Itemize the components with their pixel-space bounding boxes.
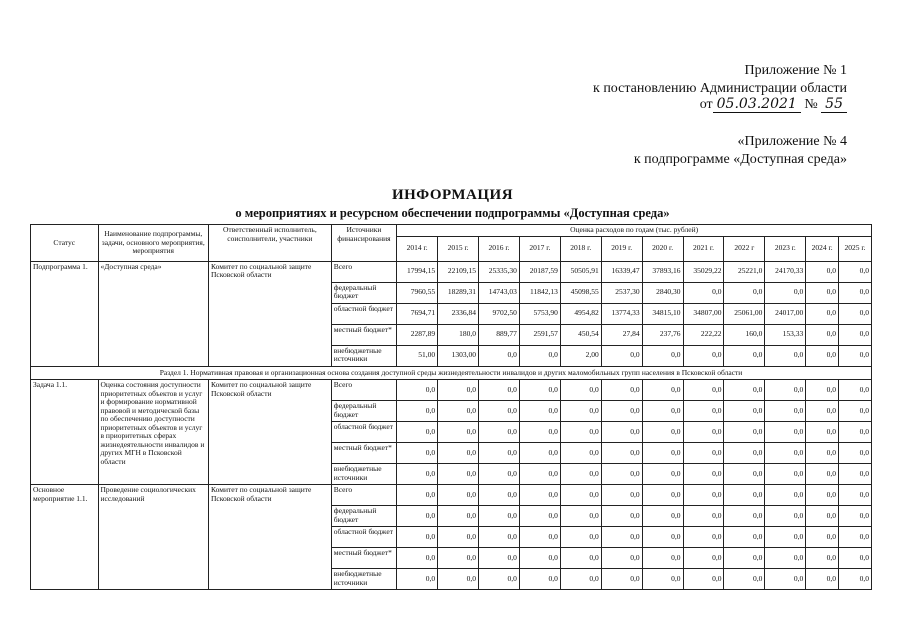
year-header: 2014 г. (397, 236, 438, 261)
value-cell: 0,0 (397, 401, 438, 422)
value-cell: 0,0 (806, 506, 839, 527)
value-cell: 0,0 (601, 422, 642, 443)
value-cell: 0,0 (601, 527, 642, 548)
value-cell: 45098,55 (560, 282, 601, 303)
value-cell: 0,0 (519, 569, 560, 590)
value-cell: 0,0 (397, 506, 438, 527)
value-cell: 0,0 (806, 345, 839, 366)
value-cell: 0,0 (601, 569, 642, 590)
value-cell: 0,0 (765, 422, 806, 443)
value-cell: 0,0 (765, 569, 806, 590)
value-cell: 0,0 (397, 485, 438, 506)
value-cell: 0,0 (438, 569, 479, 590)
year-header: 2018 г. (560, 236, 601, 261)
value-cell: 0,0 (806, 401, 839, 422)
value-cell: 0,0 (724, 464, 765, 485)
value-cell: 0,0 (519, 380, 560, 401)
table-body (31, 261, 872, 590)
source-cell: внебюджетные источники (331, 464, 396, 485)
value-cell: 0,0 (642, 569, 683, 590)
executor-cell: Комитет по социальной защите Псковской области (208, 485, 331, 590)
value-cell: 25061,00 (724, 303, 765, 324)
value-cell: 0,0 (839, 261, 872, 282)
value-cell: 0,0 (839, 506, 872, 527)
value-cell: 0,0 (560, 443, 601, 464)
value-cell: 0,0 (765, 506, 806, 527)
value-cell: 0,0 (560, 506, 601, 527)
value-cell: 0,0 (397, 464, 438, 485)
year-header: 2023 г. (765, 236, 806, 261)
value-cell: 0,0 (683, 548, 724, 569)
value-cell: 0,0 (765, 464, 806, 485)
handwritten-number: 55 (821, 96, 847, 113)
status-cell: Подпрограмма 1. (31, 261, 99, 366)
col-estimate: Оценка расходов по годам (тыс. рублей) (397, 225, 872, 237)
value-cell: 0,0 (683, 506, 724, 527)
value-cell: 889,77 (479, 324, 520, 345)
value-cell: 0,0 (806, 282, 839, 303)
value-cell: 2591,57 (519, 324, 560, 345)
value-cell: 18289,31 (438, 282, 479, 303)
value-cell: 0,0 (724, 506, 765, 527)
value-cell: 0,0 (839, 401, 872, 422)
value-cell: 0,0 (683, 282, 724, 303)
value-cell: 0,0 (601, 345, 642, 366)
handwritten-date: 05.03.2021 (713, 96, 801, 113)
value-cell: 237,76 (642, 324, 683, 345)
value-cell: 0,0 (724, 345, 765, 366)
value-cell: 11842,13 (519, 282, 560, 303)
value-cell: 0,0 (519, 443, 560, 464)
value-cell: 0,0 (560, 464, 601, 485)
value-cell: 0,0 (601, 443, 642, 464)
value-cell: 0,0 (683, 569, 724, 590)
value-cell: 0,0 (765, 380, 806, 401)
value-cell: 16339,47 (601, 261, 642, 282)
value-cell: 0,0 (839, 464, 872, 485)
value-cell: 0,0 (839, 324, 872, 345)
value-cell: 0,0 (479, 422, 520, 443)
year-header: 2025 г. (839, 236, 872, 261)
value-cell: 0,0 (560, 569, 601, 590)
col-name: Наименование подпрограммы, задачи, основного мероприятия, мероприятия (98, 225, 208, 262)
value-cell: 27,84 (601, 324, 642, 345)
value-cell: 0,0 (683, 443, 724, 464)
value-cell: 0,0 (560, 422, 601, 443)
value-cell: 0,0 (683, 401, 724, 422)
value-cell: 0,0 (479, 401, 520, 422)
source-cell: федеральный бюджет (331, 282, 396, 303)
value-cell: 0,0 (397, 422, 438, 443)
value-cell: 2840,30 (642, 282, 683, 303)
value-cell: 0,0 (560, 485, 601, 506)
value-cell: 0,0 (724, 422, 765, 443)
value-cell: 0,0 (397, 380, 438, 401)
value-cell: 0,0 (601, 506, 642, 527)
value-cell: 37893,16 (642, 261, 683, 282)
value-cell: 0,0 (438, 485, 479, 506)
value-cell: 0,0 (642, 422, 683, 443)
value-cell: 0,0 (724, 485, 765, 506)
value-cell: 0,0 (765, 443, 806, 464)
from-label: от (699, 97, 713, 112)
value-cell: 0,0 (519, 345, 560, 366)
value-cell: 0,0 (479, 548, 520, 569)
value-cell: 14743,03 (479, 282, 520, 303)
col-status: Статус (31, 225, 99, 262)
value-cell: 0,0 (724, 401, 765, 422)
value-cell: 0,0 (642, 401, 683, 422)
value-cell: 0,0 (806, 569, 839, 590)
value-cell: 0,0 (724, 548, 765, 569)
value-cell: 0,0 (806, 464, 839, 485)
value-cell: 17994,15 (397, 261, 438, 282)
year-header: 2024 г. (806, 236, 839, 261)
value-cell: 0,0 (683, 527, 724, 548)
value-cell: 0,0 (839, 422, 872, 443)
status-cell: Задача 1.1. (31, 380, 99, 485)
resolution-label: к постановлению Администрации области (593, 81, 847, 96)
value-cell: 13774,33 (601, 303, 642, 324)
source-cell: областной бюджет (331, 422, 396, 443)
value-cell: 0,0 (642, 345, 683, 366)
value-cell: 0,0 (519, 548, 560, 569)
value-cell: 0,0 (806, 422, 839, 443)
value-cell: 0,0 (519, 401, 560, 422)
value-cell: 5753,90 (519, 303, 560, 324)
value-cell: 0,0 (438, 380, 479, 401)
source-cell: федеральный бюджет (331, 401, 396, 422)
value-cell: 0,0 (438, 506, 479, 527)
value-cell: 0,0 (806, 443, 839, 464)
value-cell: 2287,89 (397, 324, 438, 345)
value-cell: 0,0 (839, 303, 872, 324)
value-cell: 0,0 (642, 443, 683, 464)
value-cell: 0,0 (765, 548, 806, 569)
value-cell: 0,0 (724, 569, 765, 590)
page-subtitle: о мероприятиях и ресурсном обеспечении подпрограммы «Доступная среда» (235, 206, 670, 220)
value-cell: 0,0 (438, 422, 479, 443)
value-cell: 0,0 (806, 548, 839, 569)
value-cell: 0,0 (438, 527, 479, 548)
source-cell: Всего (331, 380, 396, 401)
value-cell: 0,0 (765, 345, 806, 366)
value-cell: 0,0 (601, 464, 642, 485)
value-cell: 0,0 (806, 303, 839, 324)
value-cell: 0,0 (397, 569, 438, 590)
source-cell: внебюджетные источники (331, 345, 396, 366)
value-cell: 0,0 (560, 548, 601, 569)
value-cell: 0,0 (479, 380, 520, 401)
value-cell: 0,0 (724, 527, 765, 548)
value-cell: 0,0 (479, 443, 520, 464)
appendix4-label: «Приложение № 4 (737, 134, 847, 149)
value-cell: 0,0 (601, 548, 642, 569)
table-row (31, 380, 872, 401)
value-cell: 0,0 (519, 464, 560, 485)
table-row (31, 485, 872, 506)
value-cell: 0,0 (642, 506, 683, 527)
value-cell: 0,0 (560, 527, 601, 548)
value-cell: 0,0 (724, 380, 765, 401)
value-cell: 0,0 (479, 569, 520, 590)
source-cell: Всего (331, 261, 396, 282)
value-cell: 0,0 (683, 345, 724, 366)
value-cell: 0,0 (806, 380, 839, 401)
value-cell: 0,0 (839, 282, 872, 303)
source-cell: местный бюджет* (331, 324, 396, 345)
value-cell: 0,0 (519, 422, 560, 443)
value-cell: 0,0 (839, 443, 872, 464)
value-cell: 0,0 (438, 464, 479, 485)
value-cell: 0,0 (806, 261, 839, 282)
value-cell: 25335,30 (479, 261, 520, 282)
value-cell: 9702,50 (479, 303, 520, 324)
value-cell: 2,00 (560, 345, 601, 366)
value-cell: 0,0 (479, 527, 520, 548)
date-number-line (700, 96, 847, 113)
value-cell: 0,0 (601, 401, 642, 422)
value-cell: 35029,22 (683, 261, 724, 282)
col-sources: Источники финансирования (331, 225, 396, 262)
value-cell: 25221,0 (724, 261, 765, 282)
year-header: 2019 г. (601, 236, 642, 261)
value-cell: 0,0 (839, 345, 872, 366)
source-cell: Всего (331, 485, 396, 506)
value-cell: 0,0 (438, 401, 479, 422)
value-cell: 7960,55 (397, 282, 438, 303)
value-cell: 0,0 (806, 324, 839, 345)
executor-cell: Комитет по социальной защите Псковской области (208, 380, 331, 485)
status-cell: Основное мероприятие 1.1. (31, 485, 99, 590)
value-cell: 0,0 (601, 485, 642, 506)
value-cell: 0,0 (479, 506, 520, 527)
source-cell: областной бюджет (331, 527, 396, 548)
value-cell: 0,0 (519, 527, 560, 548)
value-cell: 2537,30 (601, 282, 642, 303)
value-cell: 0,0 (806, 527, 839, 548)
subprogram-label: к подпрограмме «Доступная среда» (633, 152, 847, 167)
value-cell: 50505,91 (560, 261, 601, 282)
table-row (31, 261, 872, 282)
source-cell: областной бюджет (331, 303, 396, 324)
value-cell: 0,0 (806, 485, 839, 506)
value-cell: 0,0 (479, 485, 520, 506)
value-cell: 0,0 (642, 548, 683, 569)
name-cell: Оценка состояния доступности приоритетных объектов и услуг и формирование нормативной правовой и методической базы по обеспечению доступности приоритетных объектов и услуг в приоритетных сферах жизнедеятельности инвалидов и других МГН в Псковской области (98, 380, 208, 485)
value-cell: 0,0 (438, 548, 479, 569)
value-cell: 0,0 (642, 464, 683, 485)
name-cell: Проведение социологических исследований (98, 485, 208, 590)
year-header: 2020 г. (642, 236, 683, 261)
value-cell: 222,22 (683, 324, 724, 345)
value-cell: 0,0 (765, 485, 806, 506)
value-cell: 7694,71 (397, 303, 438, 324)
section-row (31, 366, 872, 380)
value-cell: 0,0 (839, 527, 872, 548)
value-cell: 0,0 (724, 282, 765, 303)
value-cell: 2336,84 (438, 303, 479, 324)
value-cell: 22109,15 (438, 261, 479, 282)
value-cell: 0,0 (479, 464, 520, 485)
section-title: Раздел 1. Нормативная правовая и организационная основа создания доступной среды жизнедеятельности инвалидов и других маломобильных групп населения в Псковской области (31, 366, 872, 380)
executor-cell: Комитет по социальной защите Псковской области (208, 261, 331, 366)
year-header: 2021 г. (683, 236, 724, 261)
value-cell: 0,0 (683, 485, 724, 506)
col-executor: Ответственный исполнитель, соисполнители, участники (208, 225, 331, 262)
value-cell: 0,0 (765, 282, 806, 303)
value-cell: 0,0 (839, 485, 872, 506)
appendix-label: Приложение № 1 (744, 63, 847, 78)
value-cell: 0,0 (839, 380, 872, 401)
value-cell: 0,0 (642, 485, 683, 506)
value-cell: 0,0 (839, 569, 872, 590)
value-cell: 160,0 (724, 324, 765, 345)
value-cell: 0,0 (438, 443, 479, 464)
year-header: 2016 г. (479, 236, 520, 261)
value-cell: 24170,33 (765, 261, 806, 282)
year-header: 2017 г. (519, 236, 560, 261)
source-cell: федеральный бюджет (331, 506, 396, 527)
year-header: 2022 г (724, 236, 765, 261)
value-cell: 0,0 (683, 380, 724, 401)
number-label: № (804, 97, 818, 112)
value-cell: 0,0 (765, 401, 806, 422)
value-cell: 0,0 (839, 548, 872, 569)
value-cell: 20187,59 (519, 261, 560, 282)
source-cell: внебюджетные источники (331, 569, 396, 590)
value-cell: 0,0 (560, 380, 601, 401)
value-cell: 24017,00 (765, 303, 806, 324)
value-cell: 51,00 (397, 345, 438, 366)
value-cell: 0,0 (765, 527, 806, 548)
value-cell: 0,0 (519, 506, 560, 527)
source-cell: местный бюджет* (331, 443, 396, 464)
year-header: 2015 г. (438, 236, 479, 261)
page-title: ИНФОРМАЦИЯ (391, 187, 514, 203)
name-cell: «Доступная среда» (98, 261, 208, 366)
value-cell: 0,0 (397, 527, 438, 548)
value-cell: 0,0 (724, 443, 765, 464)
source-cell: местный бюджет* (331, 548, 396, 569)
value-cell: 0,0 (642, 380, 683, 401)
value-cell: 34807,00 (683, 303, 724, 324)
value-cell: 0,0 (519, 485, 560, 506)
value-cell: 0,0 (642, 527, 683, 548)
resources-table (30, 224, 872, 590)
value-cell: 0,0 (683, 464, 724, 485)
value-cell: 153,33 (765, 324, 806, 345)
value-cell: 0,0 (601, 380, 642, 401)
value-cell: 180,0 (438, 324, 479, 345)
value-cell: 450,54 (560, 324, 601, 345)
value-cell: 0,0 (560, 401, 601, 422)
value-cell: 0,0 (479, 345, 520, 366)
value-cell: 1303,00 (438, 345, 479, 366)
value-cell: 0,0 (683, 422, 724, 443)
value-cell: 4954,82 (560, 303, 601, 324)
value-cell: 0,0 (397, 443, 438, 464)
value-cell: 0,0 (397, 548, 438, 569)
value-cell: 34815,10 (642, 303, 683, 324)
